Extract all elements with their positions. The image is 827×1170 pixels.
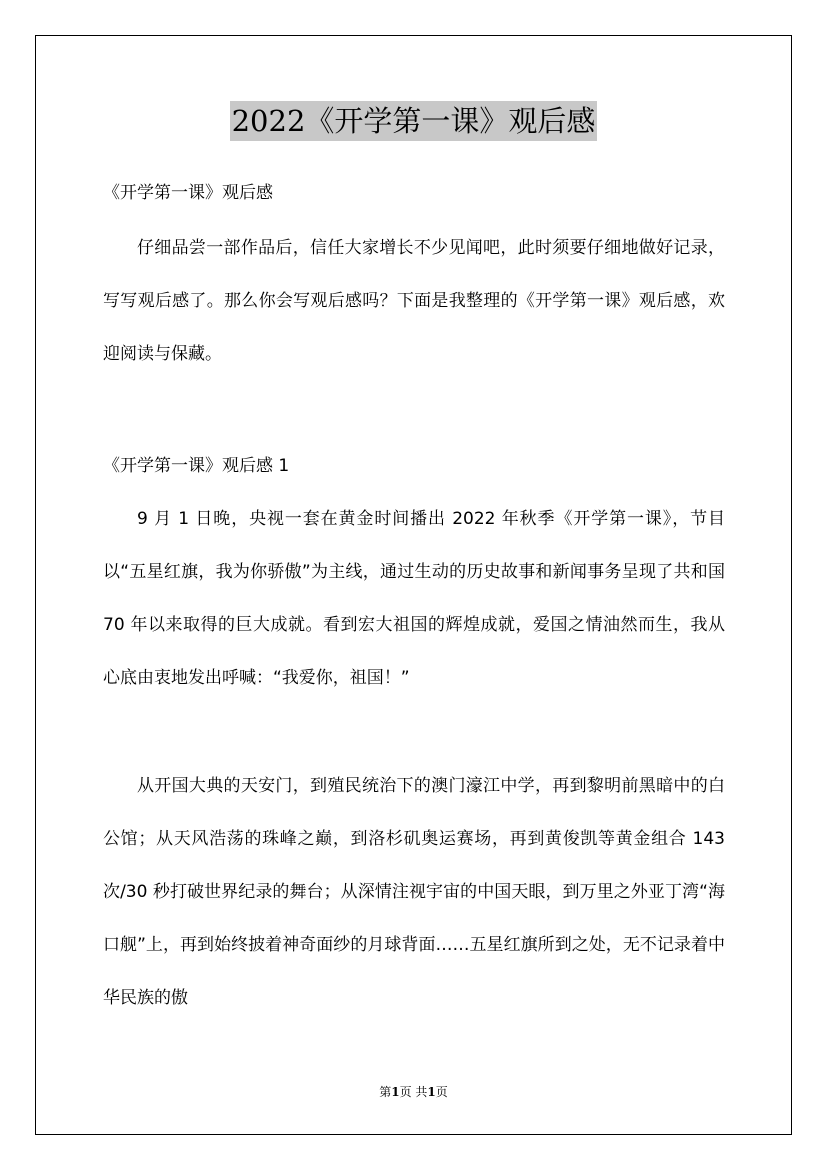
intro-paragraph: 仔细品尝一部作品后，信任大家增长不少见闻吧，此时须要仔细地做好记录，写写观后感了。那么你会写观后感吗？下面是我整理的《开学第一课》观后感，欢迎阅读与保藏。 (103, 238, 725, 364)
footer-prefix: 第 (379, 1085, 392, 1099)
footer-page-number: 1 (391, 1085, 400, 1099)
document-title: 2022《开学第一课》观后感 (230, 101, 598, 141)
footer-total-pages: 1 (427, 1085, 436, 1099)
body-paragraph-1: 9 月 1 日晚，央视一套在黄金时间播出 2022 年秋季《开学第一课》，节目以“五星红旗，我为你骄傲”为主线，通过生动的历史故事和新闻事务呈现了共和国 70 年以来取得的巨大成就。看到宏大祖国的辉煌成就，爱国之情油然而生，我从心底由衷地发出呼喊：“我爱你，祖国！” (103, 509, 725, 688)
title-container (0, 101, 827, 141)
essay-subheading: 《开学第一课》观后感 1 (103, 456, 290, 476)
footer-suffix: 页 (435, 1085, 448, 1099)
section-subheading: 《开学第一课》观后感 (103, 183, 273, 203)
page-footer (0, 1083, 827, 1100)
footer-mid: 页 共 (399, 1085, 428, 1099)
body-paragraph-2: 从开国大典的天安门，到殖民统治下的澳门濠江中学，再到黎明前黑暗中的白公馆；从天风浩荡的珠峰之巅，到洛杉矶奥运赛场，再到黄俊凯等黄金组合 143 次/30 秒打破世界纪录的舞台；从深情注视宇宙的中国天眼，到万里之外亚丁湾“海口舰”上，再到始终披着神奇面纱的月球背面……五星红旗所到之处，无不记录着中华民族的傲 (103, 776, 725, 1008)
